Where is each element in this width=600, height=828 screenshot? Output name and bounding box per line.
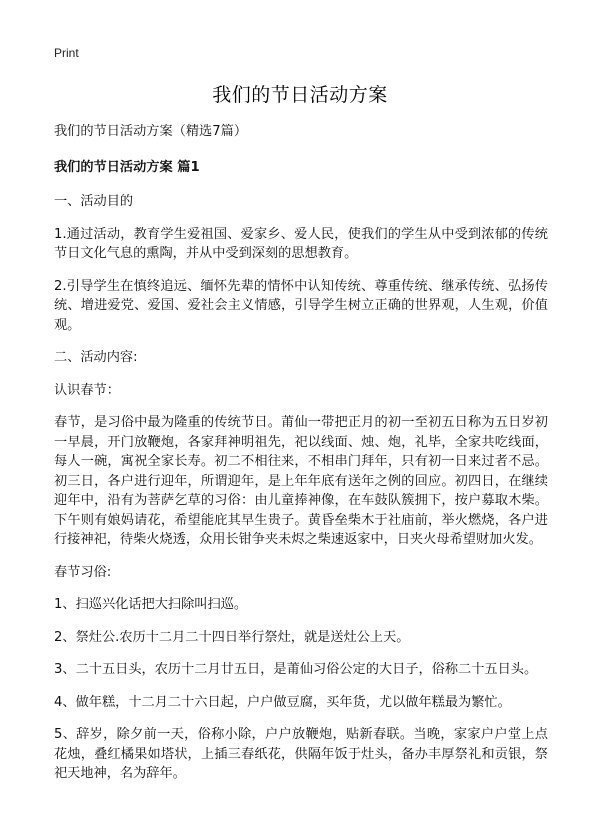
heading-spring-customs: 春节习俗:: [54, 564, 112, 580]
print-label[interactable]: Print: [54, 46, 79, 60]
heading-know-spring-festival: 认识春节：: [54, 382, 120, 398]
custom-item-2: 2、祭灶公.农历十二月二十四日举行祭灶，就是送灶公上天。: [54, 629, 410, 645]
heading-activity-content: 二、活动内容:: [54, 350, 138, 365]
paragraph-purpose-1: 1.通过活动，教育学生爱祖国、爱家乡、爱人民，使我们的学生从中受到浓郁的传统节日文化气息的熏陶，并从中受到深刻的思想教育。: [54, 226, 548, 261]
document-subtitle: 我们的节日活动方案（精选7篇）: [54, 124, 248, 139]
page-title: 我们的节日活动方案: [212, 84, 388, 106]
custom-item-1: 1、扫巡兴化话把大扫除叫扫巡。: [54, 597, 248, 612]
custom-item-5: 5、辞岁，除夕前一天，俗称小除，户户放鞭炮，贴新春联。当晚，家家户户堂上点花烛，叠红橘果如塔状，上插三春纸花，供隔年饭于灶头，备办丰厚祭礼和贡银，祭祀天地神，名为辞年。: [54, 727, 548, 781]
document-body: [54, 122, 548, 797]
paragraph-spring-festival: 春节，是习俗中最为隆重的传统节日。莆仙一带把正月的初一至初五日称为五日岁初一早晨，开门放鞭炮，各家拜神明祖先，祀以线面、烛、炮，礼毕，全家共吃线面，每人一碗，寓祝全家长寿。初二不相往来，不相串门拜年，只有初一日来过者不忌。初三日，各户进行迎年，所谓迎年，是上年年底有送年之例的回应。初四日，在继续迎年中，沿有为菩萨乞草的习俗：由儿童捧神像，在车鼓队簇拥下，按户募取木柴。下午则有娘妈请花，希望能庇其早生贵子。黄昏垒柴木于社庙前，举火燃烧，各户进行接神祀，待柴火烧透，众用长钳争夹未烬之柴速返家中，日夹火母希望财加火发。: [54, 415, 548, 547]
custom-item-4: 4、做年糕，十二月二十六日起，户户做豆腐，买年货，尤以做年糕最为繁忙。: [54, 694, 511, 710]
custom-item-3: 3、二十五日头，农历十二月廿五日，是莆仙习俗公定的大日子，俗称二十五日头。: [54, 662, 538, 677]
heading-activity-purpose: 一、活动目的: [54, 194, 134, 209]
section-heading: 我们的节日活动方案 篇1: [54, 159, 200, 175]
paragraph-purpose-2: 2.引导学生在慎终追远、缅怀先辈的情怀中认知传统、尊重传统、继承传统、弘扬传统、增进爱党、爱国、爱社会主义情感，引导学生树立正确的世界观，人生观，价值观。: [54, 278, 548, 333]
